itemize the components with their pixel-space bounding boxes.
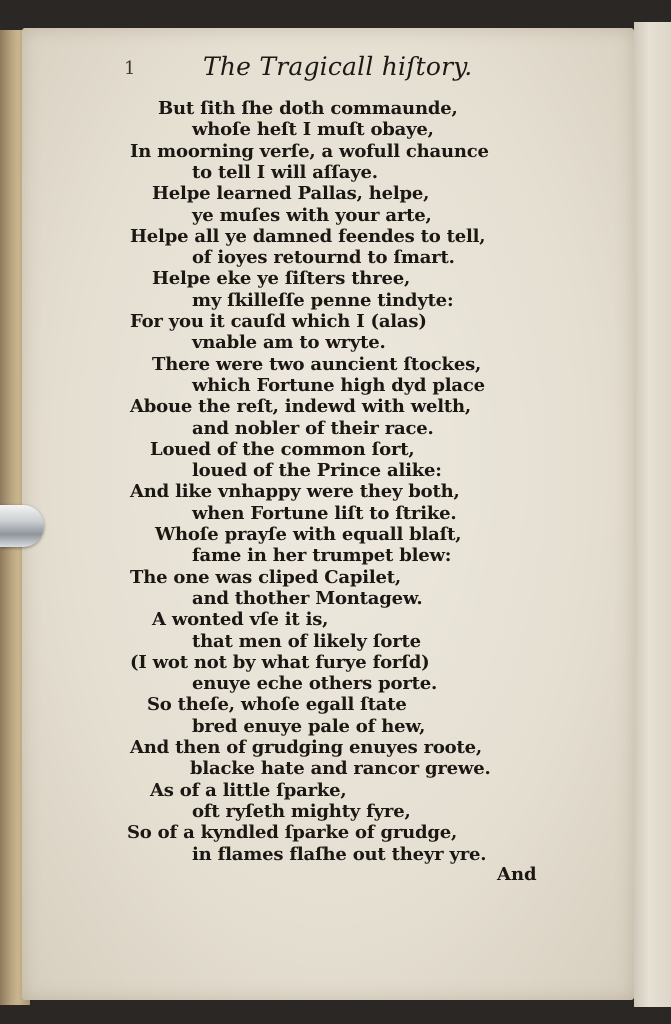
verse-line: A wonted vſe it is, [152,609,329,631]
verse-line: fame in her trumpet blew: [192,545,452,567]
running-head: The Tragicall hiſtory. [203,52,473,81]
verse-line: Helpe all ye damned feendes to tell, [130,225,486,247]
verse-line: Helpe eke ye ſiſters three, [152,268,411,290]
verse-line: But ſith ſhe doth commaunde, [158,98,458,119]
verse-line: And then of grudging enuyes roote, [130,737,482,758]
verse-line: in flames flaſhe out theyr yre. [192,843,487,865]
verse-line: For you it cauſd which I (alas) [130,311,427,332]
verse-line: of ioyes retournd to ſmart. [192,247,455,269]
verse-line: to tell I will aſſaye. [192,161,378,183]
catchword: And [497,864,537,885]
verse-line: loued of the Prince alike: [192,460,442,482]
folio-number: 1 [124,58,136,79]
verse-line: enuye eche others porte. [192,673,438,695]
verse-line: So of a kyndled ſparke of grudge, [127,822,458,844]
verse-line: ye muſes with your arte, [192,204,432,226]
verse-line: and nobler of their race. [192,417,434,439]
verse-line: The one was cliped Capilet, [130,566,401,588]
verse-line: bred enuye pale of hew, [192,715,426,737]
verse-line: There were two auncient ſtockes, [152,353,482,375]
verse-line: that men of likely ſorte [192,630,421,652]
verse-line: whoſe heſt I muſt obaye, [192,119,434,141]
verse-line: which Fortune high dyd place [192,374,485,396]
verse-line: my ſkilleſſe penne tindyte: [192,289,454,311]
verse-line: Helpe learned Pallas, helpe, [152,183,430,205]
verse-line: And like vnhappy were they both, [130,481,460,503]
verse-line: Whoſe prayſe with equall blaſt, [155,524,462,545]
verse-line: and thother Montagew. [192,587,423,609]
verse-line: So theſe, whoſe egall ſtate [147,694,407,716]
verse-line: Loued of the common ſort, [150,438,415,460]
verse-line: when Fortune liſt to ſtrike. [192,502,457,524]
verse-line: In moorning verſe, a wofull chaunce [130,140,489,162]
verse-line: Aboue the reſt, indewd with welth, [130,396,471,418]
verse-line: As of a little ſparke, [150,779,347,801]
verse-line: vnable am to wryte. [192,332,386,354]
verse-line: blacke hate and rancor grewe. [190,758,491,780]
verse-line: oft ryſeth mighty fyre, [192,800,411,822]
verse-line: (I wot not by what furye forſd) [130,651,430,673]
